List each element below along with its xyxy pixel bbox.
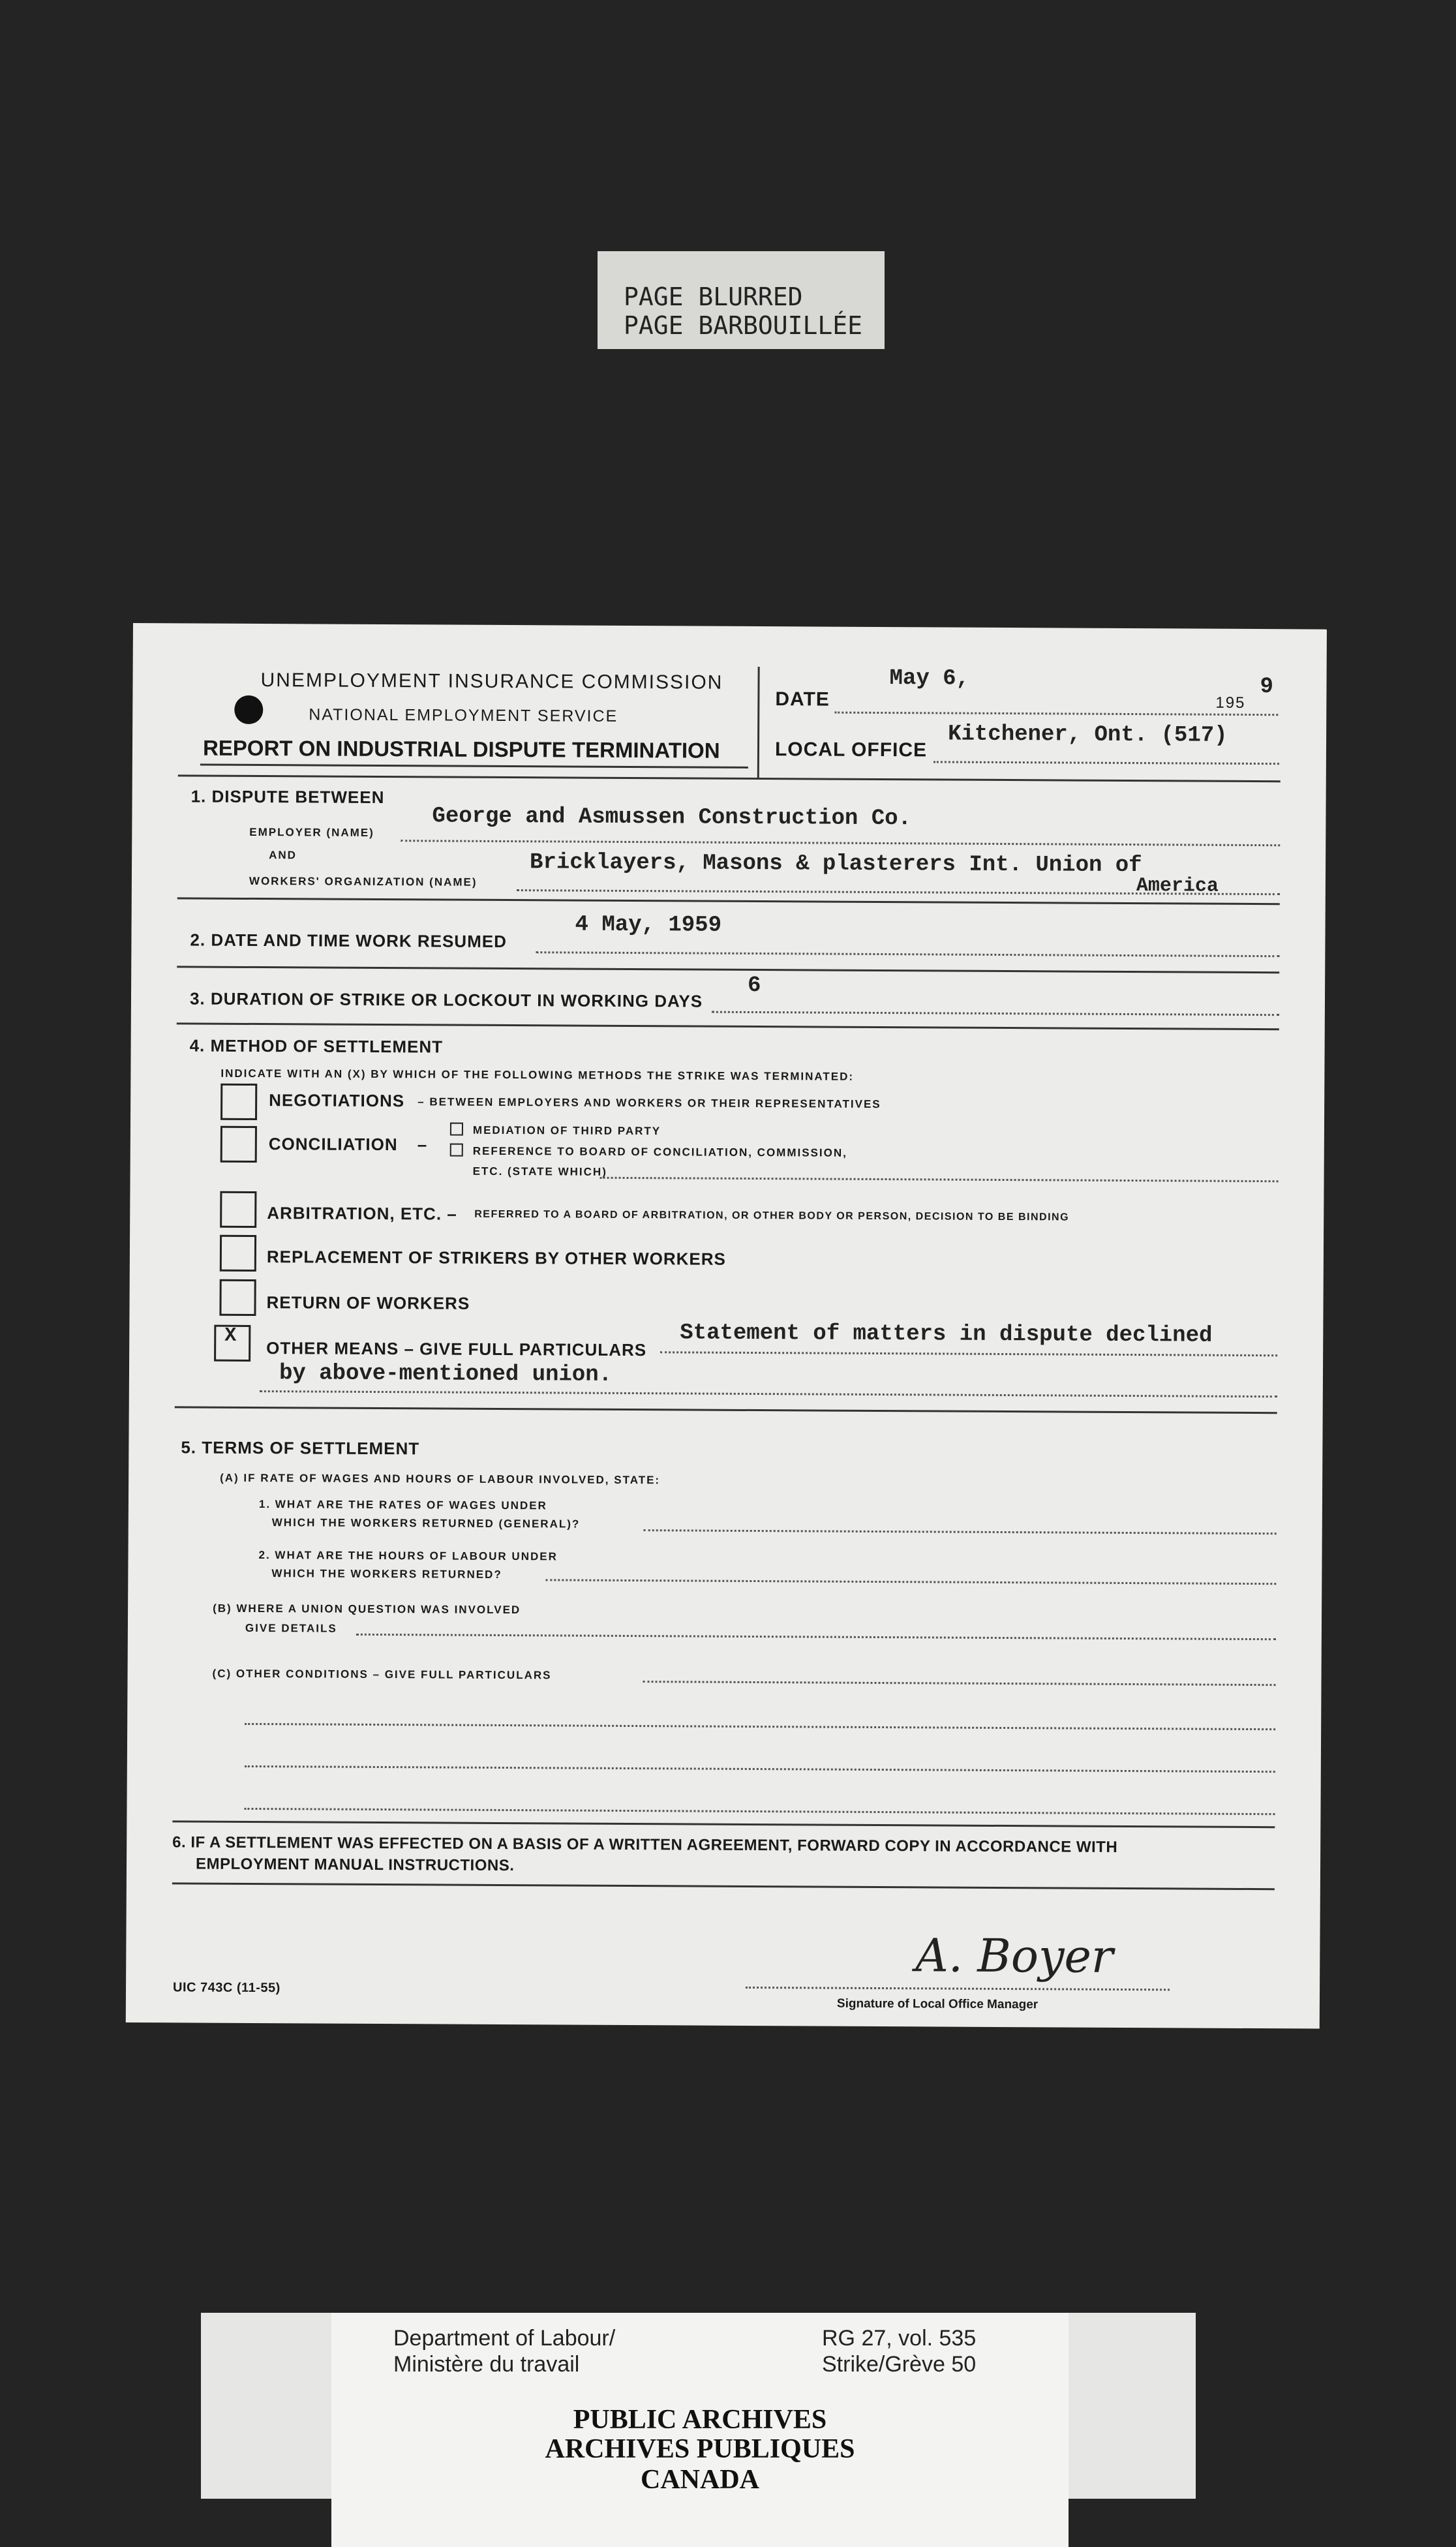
reference-label: REFERENCE TO BOARD OF CONCILIATION, COMMISSION, [472, 1144, 847, 1159]
negotiations-checkbox[interactable] [220, 1084, 257, 1120]
local-office-label: LOCAL OFFICE [774, 739, 928, 761]
archive-label [201, 2313, 1196, 2499]
section6-line2: EMPLOYMENT MANUAL INSTRUCTIONS. [195, 1855, 515, 1875]
replacement-label: REPLACEMENT OF STRIKERS BY OTHER WORKERS [266, 1247, 727, 1269]
commission-name: UNEMPLOYMENT INSURANCE COMMISSION [260, 669, 723, 694]
wages-line [644, 1529, 1277, 1534]
section3-rule [177, 1022, 1279, 1030]
local-office-line [933, 761, 1279, 765]
conditions-line-2 [245, 1723, 1275, 1730]
section3-title: 3. DURATION OF STRIKE OR LOCKOUT IN WORKING DAYS [189, 988, 703, 1011]
section2-title: 2. DATE AND TIME WORK RESUMED [190, 930, 507, 952]
conditions-line-3 [245, 1765, 1275, 1773]
section2-rule [177, 966, 1279, 973]
section6-rule [172, 1882, 1275, 1890]
section4-title: 4. METHOD OF SETTLEMENT [189, 1035, 444, 1057]
service-name: NATIONAL EMPLOYMENT SERVICE [309, 705, 618, 725]
other-means-value: Statement of matters in dispute declined [680, 1320, 1213, 1349]
record-group: RG 27, vol. 535 [822, 2326, 977, 2351]
title-underline [200, 764, 748, 769]
blurred-label-line1: PAGE BLURRED [624, 282, 803, 311]
department-fr: Ministère du travail [393, 2352, 580, 2377]
reference-line [600, 1177, 1279, 1182]
employer-value: George and Asmussen Construction Co. [432, 804, 912, 832]
other-means-value-2: by above-mentioned union. [279, 1361, 613, 1388]
header-rule [178, 774, 1281, 782]
reference-label-2: ETC. (STATE WHICH) [472, 1165, 607, 1178]
arbitration-checkbox[interactable] [220, 1191, 256, 1228]
section5-a2-2: WHICH THE WORKERS RETURNED? [271, 1567, 502, 1581]
other-means-mark: X [224, 1324, 237, 1347]
conditions-line [643, 1681, 1276, 1686]
workers-value-2: America [1136, 875, 1219, 898]
return-workers-checkbox[interactable] [219, 1279, 256, 1316]
union-line [356, 1634, 1276, 1640]
date-label: DATE [775, 688, 830, 710]
conciliation-label: CONCILIATION [268, 1134, 398, 1155]
archive-line2: ARCHIVES PUBLIQUES [545, 2434, 855, 2464]
section5-b-label: (B) WHERE A UNION QUESTION WAS INVOLVED [213, 1602, 521, 1617]
other-means-label: OTHER MEANS – GIVE FULL PARTICULARS [266, 1338, 647, 1360]
section4-rule [175, 1406, 1277, 1414]
blurred-page-label [598, 251, 885, 349]
section5-a-label: (A) IF RATE OF WAGES AND HOURS OF LABOUR INVOLVED, STATE: [220, 1471, 661, 1487]
date-value: May 6, [889, 666, 970, 692]
other-means-line-2 [260, 1390, 1277, 1397]
conciliation-dash: – [417, 1135, 428, 1155]
year-prefix: 195 [1215, 694, 1246, 712]
negotiations-note: – BETWEEN EMPLOYERS AND WORKERS OR THEIR REPRESENTATIVES [417, 1095, 881, 1111]
archive-line3: CANADA [641, 2465, 759, 2495]
section5-title: 5. TERMS OF SETTLEMENT [181, 1437, 420, 1459]
blurred-label-line2: PAGE BARBOUILLÉE [624, 311, 863, 340]
conditions-line-4 [244, 1808, 1275, 1815]
signature: A. Boyer [915, 1929, 1114, 1983]
section4-instruction: INDICATE WITH AN (X) BY WHICH OF THE FOLLOWING METHODS THE STRIKE WAS TERMINATED: [220, 1067, 855, 1083]
mediation-checkbox[interactable] [450, 1123, 463, 1136]
section5-c-label: (C) OTHER CONDITIONS – GIVE FULL PARTICULARS [212, 1667, 552, 1682]
employer-line [401, 840, 1280, 846]
department-en: Department of Labour/ [393, 2326, 616, 2351]
workers-value: Bricklayers, Masons & plasterers Int. Union of [529, 850, 1142, 879]
workers-label: WORKERS' ORGANIZATION (NAME) [249, 874, 478, 889]
archive-label-card [331, 2313, 1069, 2547]
work-resumed-value: 4 May, 1959 [575, 912, 722, 938]
mediation-label: MEDIATION OF THIRD PARTY [472, 1123, 661, 1138]
section5-rule [172, 1820, 1275, 1828]
section5-a2: 2. WHAT ARE THE HOURS OF LABOUR UNDER [258, 1549, 558, 1563]
year-digit: 9 [1260, 675, 1274, 700]
report-title: REPORT ON INDUSTRIAL DISPUTE TERMINATION [202, 735, 720, 763]
reference-checkbox[interactable] [450, 1144, 463, 1157]
return-workers-label: RETURN OF WORKERS [266, 1292, 470, 1313]
section6-line1: 6. IF A SETTLEMENT WAS EFFECTED ON A BASIS OF A WRITTEN AGREEMENT, FORWARD COPY IN ACCORDANCE WITH [172, 1833, 1118, 1856]
hours-line [545, 1579, 1276, 1585]
replacement-checkbox[interactable] [220, 1235, 256, 1272]
employer-label: EMPLOYER (NAME) [249, 825, 374, 839]
arbitration-note: REFERRED TO A BOARD OF ARBITRATION, OR OTHER BODY OR PERSON, DECISION TO BE BINDING [474, 1208, 1070, 1223]
section1-title: 1. DISPUTE BETWEEN [190, 786, 385, 808]
dispute-termination-form [126, 623, 1327, 2029]
strike-number: Strike/Grève 50 [822, 2352, 977, 2377]
and-label: AND [269, 849, 297, 862]
header-divider [757, 667, 760, 778]
duration-line [712, 1011, 1279, 1016]
section1-rule [177, 897, 1280, 905]
form-number: UIC 743C (11-55) [172, 1980, 281, 1996]
section5-b-2: GIVE DETAILS [245, 1621, 337, 1635]
local-office-value: Kitchener, Ont. (517) [948, 722, 1228, 748]
date-line [834, 712, 1278, 716]
archive-line1: PUBLIC ARCHIVES [573, 2405, 827, 2435]
other-means-line [660, 1351, 1277, 1356]
hole-punch-icon [234, 695, 263, 724]
signature-line [746, 1987, 1170, 1990]
duration-value: 6 [748, 973, 761, 999]
negotiations-label: NEGOTIATIONS [269, 1090, 405, 1111]
signature-label: Signature of Local Office Manager [836, 1996, 1039, 2012]
section5-a1-2: WHICH THE WORKERS RETURNED (GENERAL)? [271, 1516, 581, 1531]
work-resumed-line [536, 951, 1279, 957]
conciliation-checkbox[interactable] [220, 1126, 257, 1163]
arbitration-label: ARBITRATION, ETC. – [267, 1203, 457, 1224]
section5-a1: 1. WHAT ARE THE RATES OF WAGES UNDER [258, 1498, 547, 1512]
